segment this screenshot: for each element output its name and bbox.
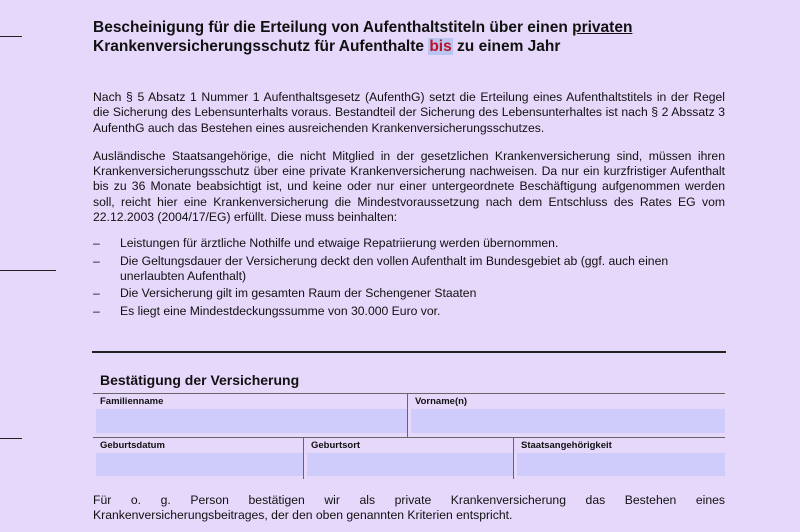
title-line2-text: Krankenversicherungsschutz für Aufenthalte [93,38,429,55]
geburtsort-cell [303,438,513,479]
list-item [93,236,725,251]
title-highlighted-word: bis [429,38,452,55]
geburtsort-label: Geburtsort [311,440,361,451]
bullet-dash: – [93,236,100,251]
familienname-cell [93,394,407,437]
staatsangehoerigkeit-field[interactable] [517,453,725,476]
margin-mark [0,36,22,37]
bullet-dash: – [93,253,100,268]
paragraph-confirmation: Für o. g. Person bestätigen wir als private Krankenversicherung das Bestehen eines Krankenversicherungsbeitrages, der den oben genannten Kriterien entspricht. [93,493,725,523]
title-underlined-word: privaten [572,19,633,36]
requirements-list [93,236,725,318]
title-line2-end: zu einem Jahr [452,38,561,55]
vorname-label: Vorname(n) [415,396,468,407]
margin-mark [0,270,56,271]
list-item [93,286,725,301]
list-item-text: Die Versicherung gilt im gesamten Raum der Schengener Staaten [120,286,477,301]
form-row-birth [93,437,725,479]
margin-mark [0,438,22,439]
staatsangehoerigkeit-label: Staatsangehörigkeit [521,440,612,451]
geburtsdatum-field[interactable] [96,453,303,476]
title-line1-text: Bescheinigung für die Erteilung von Aufenthaltstiteln über einen [93,19,573,36]
list-item-text: Die Geltungsdauer der Versicherung deckt den vollen Aufenthalt im Bundesgebiet ab (ggf. auch einen unerlaubten Aufenthalt) [120,253,669,283]
vorname-cell [407,394,725,437]
paragraph-requirements: Ausländische Staatsangehörige, die nicht Mitglied in der gesetzlichen Krankenversicherung sind, müssen ihren Krankenversicherungsschutz über eine private Krankenversicherung nachweisen. Da nur ein kurzfristiger Aufenthalt bis zu 36 Monate beabsichtigt ist, und keine oder nur einer untergeordnete Beschäftigung aufgenommen werden soll, reicht hier eine Krankenversicherung die Mindestvoraussetzung nach dem Entschluss des Rates EG vom 22.12.2003 (2004/17/EG) erfüllt. Diese muss beinhalten: [93,148,725,225]
document-body [93,18,725,321]
familienname-field[interactable] [96,409,407,433]
section-divider [92,351,726,353]
bullet-dash: – [93,303,100,318]
insurance-form [93,393,725,479]
vorname-field[interactable] [411,409,725,433]
geburtsort-field[interactable] [307,453,513,476]
list-item [93,254,725,285]
list-item-text: Es liegt eine Mindestdeckungssumme von 30.000 Euro vor. [120,303,441,318]
form-row-names [93,393,725,437]
staatsangehoerigkeit-cell [513,438,725,479]
list-item-text: Leistungen für ärztliche Nothilfe und etwaige Repatriierung werden übernommen. [120,236,559,251]
geburtsdatum-cell [93,438,303,479]
bullet-dash: – [93,286,100,301]
geburtsdatum-label: Geburtsdatum [100,440,165,451]
list-item [93,304,725,319]
document-title [93,18,725,56]
familienname-label: Familienname [100,396,164,407]
form-section-title: Bestätigung der Versicherung [100,372,300,388]
paragraph-legal-basis: Nach § 5 Absatz 1 Nummer 1 Aufenthaltsgesetz (AufenthG) setzt die Erteilung eines Aufenthaltstitels in der Regel die Sicherung des Lebensunterhalts voraus. Bestandteil der Sicherung des Lebensunterhaltes ist nach § 2 Abssatz 3 AufenthG auch das Bestehen eines ausreichenden Krankenversicherungsschutzes. [93,90,725,135]
